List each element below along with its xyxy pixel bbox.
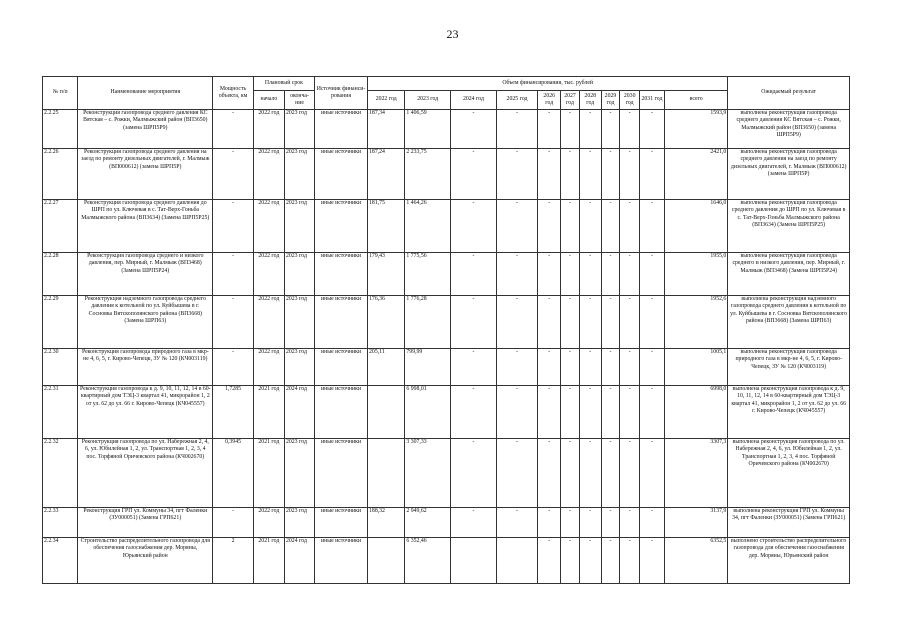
row-start: 2022 год	[253, 508, 284, 538]
row-year-value: -	[601, 110, 620, 149]
row-year-value: -	[561, 200, 580, 253]
row-year-value: -	[601, 253, 620, 296]
row-result: выполнена реконструкция газопровода среднего и низкого давления, пер. Мирный, г. Малмыж (ВП3468) (Замена ШРП5Р24)	[728, 253, 850, 296]
row-year-value: -	[579, 386, 601, 439]
row-year-value: 1 406,59	[405, 110, 451, 149]
row-source: иные источники	[315, 386, 368, 439]
row-num: 2.2.29	[43, 296, 78, 349]
header-year: 2026 год	[538, 91, 561, 110]
row-year-value: -	[496, 200, 538, 253]
row-capacity: -	[213, 149, 254, 200]
row-end: 2024 год	[284, 386, 314, 439]
row-year-value: -	[451, 349, 497, 386]
row-year-value: -	[579, 110, 601, 149]
row-year-value: -	[640, 508, 665, 538]
row-year-value: -	[496, 349, 538, 386]
row-year-value: 181,75	[368, 200, 405, 253]
row-year-value: -	[561, 349, 580, 386]
row-capacity: -	[213, 296, 254, 349]
row-year-value: -	[561, 253, 580, 296]
header-year: 2027 год	[561, 91, 580, 110]
row-capacity: -	[213, 349, 254, 386]
row-num: 2.2.30	[43, 349, 78, 386]
row-total: 6352,5	[664, 538, 727, 584]
row-year-value: 2 233,75	[405, 149, 451, 200]
row-name: Реконструкция газопровода среднего давления КС Вятская – с. Рожки, Малмыжский район (ВП3650) (замена ШРП5Р9)	[78, 110, 213, 149]
financing-table	[42, 76, 850, 584]
row-year-value: -	[620, 296, 640, 349]
row-year-value: -	[561, 296, 580, 349]
row-name: Реконструкция газопровода природного газа в мкр-не 4, 6, 5, г. Кирово-Чепецк, ЗУ № 120 (КЧ003119)	[78, 349, 213, 386]
row-total: 6998,0	[664, 386, 727, 439]
row-year-value: -	[538, 149, 561, 200]
row-year-value: -	[496, 296, 538, 349]
row-year-value: -	[640, 349, 665, 386]
header-total: всего	[664, 91, 727, 110]
row-end: 2023 год	[284, 149, 314, 200]
row-source: иные источники	[315, 253, 368, 296]
table-row	[43, 110, 850, 149]
row-result: выполнена реконструкция газопровода природного газа в мкр-не 4, 6, 5, г. Кирово-Чепецк, ЗУ № 120 (КЧ003119)	[728, 349, 850, 386]
row-end: 2023 год	[284, 508, 314, 538]
row-name: Реконструкция газопровода среднего и низкого давления, пер. Мирный, г. Малмыж (ВП3468) (Замена ШРП5Р24)	[78, 253, 213, 296]
row-year-value: -	[579, 296, 601, 349]
header-year: 2029 год	[601, 91, 620, 110]
header-start: начало	[253, 91, 284, 110]
row-year-value: 188,32	[368, 508, 405, 538]
row-year-value: -	[601, 349, 620, 386]
row-year-value: -	[561, 149, 580, 200]
row-year-value: -	[579, 149, 601, 200]
row-source: иные источники	[315, 110, 368, 149]
table-row	[43, 200, 850, 253]
row-start: 2022 год	[253, 253, 284, 296]
row-year-value: -	[451, 508, 497, 538]
row-year-value: -	[538, 296, 561, 349]
row-year-value: -	[538, 349, 561, 386]
row-capacity: -	[213, 200, 254, 253]
row-year-value: -	[496, 253, 538, 296]
row-year-value: 6 352,46	[405, 538, 451, 584]
row-year-value: -	[538, 538, 561, 584]
row-capacity: 2	[213, 538, 254, 584]
row-total: 1952,6	[664, 296, 727, 349]
row-start: 2022 год	[253, 110, 284, 149]
row-num: 2.2.26	[43, 149, 78, 200]
row-num: 2.2.33	[43, 508, 78, 538]
row-year-value: -	[496, 110, 538, 149]
row-result: выполнена реконструкция газопровода среднего давления на заезд по ремонту дизельных двигателей, г. Малмыж (ВП000612) (замена ШРП5Р)	[728, 149, 850, 200]
row-end: 2023 год	[284, 253, 314, 296]
row-name: Реконструкция газопровода среднего давления на заезд по ремонту дизельных двигателей, г. Малмыж (ВП000612) (замена ШРП5Р)	[78, 149, 213, 200]
row-year-value: -	[620, 386, 640, 439]
row-total: 3137,9	[664, 508, 727, 538]
row-year-value: -	[451, 200, 497, 253]
row-year-value: -	[601, 439, 620, 508]
row-start: 2022 год	[253, 349, 284, 386]
row-end: 2023 год	[284, 200, 314, 253]
row-year-value: -	[620, 110, 640, 149]
header-end: оконча-ние	[284, 91, 314, 110]
row-source: иные источники	[315, 296, 368, 349]
row-name: Строительство распределительного газопровода для обеспечения газоснабжения дер. Моряны, Юрьянский район	[78, 538, 213, 584]
row-capacity: -	[213, 253, 254, 296]
row-total: 3307,3	[664, 439, 727, 508]
row-year-value: -	[561, 110, 580, 149]
row-num: 2.2.25	[43, 110, 78, 149]
row-year-value	[368, 538, 405, 584]
table-row	[43, 149, 850, 200]
row-year-value	[368, 386, 405, 439]
row-year-value: 1 464,26	[405, 200, 451, 253]
row-year-value: 205,11	[368, 349, 405, 386]
row-year-value: -	[640, 200, 665, 253]
row-result: выполнена реконструкция газопровода по ул. Набережная 2, 4, 6, ул. Юбилейная 1, 2, ул. Транспортная 1, 2, 3, 4 пос. Торфяной Оричевского района (КЧ002670)	[728, 439, 850, 508]
row-year-value: 3 307,33	[405, 439, 451, 508]
row-result: выполнена реконструкция ГРП ул. Коммуны 34, пгт Фаленки (ЗУ000051) (Замена ГРП621)	[728, 508, 850, 538]
row-year-value: -	[620, 200, 640, 253]
row-year-value: -	[451, 253, 497, 296]
row-result: выполнена реконструкция газопровода среднего давления КС Вятская – с. Рожки, Малмыжский район (ВП3650) (замена ШРП5Р9)	[728, 110, 850, 149]
row-year-value: -	[640, 149, 665, 200]
row-year-value: -	[620, 508, 640, 538]
row-num: 2.2.34	[43, 538, 78, 584]
header-year: 2028 год	[579, 91, 601, 110]
row-end: 2023 год	[284, 349, 314, 386]
row-end: 2023 год	[284, 296, 314, 349]
table-row	[43, 296, 850, 349]
row-end: 2023 год	[284, 110, 314, 149]
header-source: Источник финанси-рования	[315, 77, 368, 110]
row-year-value: 6 998,01	[405, 386, 451, 439]
row-year-value: -	[496, 508, 538, 538]
row-year-value: -	[579, 439, 601, 508]
row-year-value: -	[538, 508, 561, 538]
row-year-value: -	[579, 508, 601, 538]
row-name: Реконструкция газопровода к д. 9, 10, 11, 12, 14 в 60-квартирный дом ТЭЦ-3 квартал 41, микрорайон 1, 2 от ул. 62 до ул. 66 г. Кирово-Чепецк (КЧ045557)	[78, 386, 213, 439]
row-source: иные источники	[315, 200, 368, 253]
row-result: выполнена реконструкция газопровода среднего давления до ШРП по ул. Ключевая в с. Тат-Верх-Гоньба Малмыжского района (ВП3634) (Замена ШРП5Р25)	[728, 200, 850, 253]
header-financing: Объем финансирования, тыс. рублей	[368, 77, 728, 91]
header-year: 2025 год	[496, 91, 538, 110]
row-year-value: -	[579, 538, 601, 584]
row-year-value: 799,99	[405, 349, 451, 386]
row-start: 2021 год	[253, 386, 284, 439]
header-num: № п/п	[43, 77, 78, 110]
row-year-value: -	[561, 386, 580, 439]
row-source: иные источники	[315, 149, 368, 200]
row-year-value: -	[496, 439, 538, 508]
table-row	[43, 386, 850, 439]
header-year: 2031 год	[640, 91, 665, 110]
row-source: иные источники	[315, 439, 368, 508]
row-total: 1955,0	[664, 253, 727, 296]
table-row	[43, 439, 850, 508]
row-capacity: -	[213, 508, 254, 538]
row-name: Реконструкция ГРП ул. Коммуны 34, пгт Фаленки (ЗУ000051) (Замена ГРП621)	[78, 508, 213, 538]
row-year-value: -	[640, 110, 665, 149]
row-year-value: -	[640, 253, 665, 296]
row-year-value: 176,36	[368, 296, 405, 349]
row-total: 1005,1	[664, 349, 727, 386]
row-name: Реконструкция надземного газопровода среднего давления к котельной по ул. Куйбышева в г. Сосновка Вятскополянского района (ВП3668) (Замена ШРП63)	[78, 296, 213, 349]
row-year-value: -	[640, 439, 665, 508]
row-total: 1646,0	[664, 200, 727, 253]
row-capacity: 0,3945	[213, 439, 254, 508]
row-capacity: 1,7285	[213, 386, 254, 439]
row-result: выполнена реконструкция газопровода к д. 9, 10, 11, 12, 14 в 60-квартирный дом ТЭЦ-3 квартал 41, микрорайон 1, 2 от ул. 62 до ул. 66 г. Кирово-Чепецк (КЧ045557)	[728, 386, 850, 439]
row-start: 2021 год	[253, 439, 284, 508]
table-row	[43, 349, 850, 386]
row-year-value: -	[538, 200, 561, 253]
row-year-value: -	[579, 253, 601, 296]
row-year-value: -	[561, 439, 580, 508]
row-year-value: -	[620, 538, 640, 584]
header-year: 2030 год	[620, 91, 640, 110]
header-year: 2022 год	[368, 91, 405, 110]
header-result: Ожидаемый результат	[728, 77, 850, 110]
row-name: Реконструкция газопровода среднего давления до ШРП по ул. Ключевая в с. Тат-Верх-Гоньба Малмыжского района (ВП3634) (Замена ШРП5Р25)	[78, 200, 213, 253]
header-year: 2023 год	[405, 91, 451, 110]
row-end: 2024 год	[284, 538, 314, 584]
row-source: иные источники	[315, 349, 368, 386]
table-row	[43, 253, 850, 296]
row-year-value: -	[640, 386, 665, 439]
row-year-value	[368, 439, 405, 508]
row-year-value: -	[620, 149, 640, 200]
row-num: 2.2.32	[43, 439, 78, 508]
row-year-value: 1 776,28	[405, 296, 451, 349]
row-year-value: -	[538, 253, 561, 296]
row-year-value: -	[620, 349, 640, 386]
row-name: Реконструкция газопровода по ул. Набережная 2, 4, 6, ул. Юбилейная 1, 2, ул. Транспортная 1, 2, 3, 4 пос. Торфяной Оричевского района (КЧ002670)	[78, 439, 213, 508]
row-year-value: -	[451, 439, 497, 508]
row-year-value: -	[601, 149, 620, 200]
row-end: 2023 год	[284, 439, 314, 508]
row-year-value: 2 949,62	[405, 508, 451, 538]
row-start: 2022 год	[253, 149, 284, 200]
row-year-value: 179,43	[368, 253, 405, 296]
row-year-value: -	[451, 296, 497, 349]
row-year-value: -	[601, 200, 620, 253]
row-year-value: -	[561, 538, 580, 584]
row-total: 1593,9	[664, 110, 727, 149]
header-period: Плановый срок	[253, 77, 314, 91]
row-year-value: -	[538, 439, 561, 508]
row-year-value: -	[601, 386, 620, 439]
row-source: иные источники	[315, 508, 368, 538]
row-result: выполнено строительство распределительного газопровода для обеспечения газоснабжения дер. Моряны, Юрьянский район	[728, 538, 850, 584]
row-year-value: -	[538, 386, 561, 439]
row-year-value: -	[579, 349, 601, 386]
row-year-value: 1 775,56	[405, 253, 451, 296]
row-num: 2.2.28	[43, 253, 78, 296]
row-start: 2022 год	[253, 296, 284, 349]
row-year-value: -	[601, 508, 620, 538]
row-year-value	[451, 538, 497, 584]
header-name: Наименование мероприятия	[78, 77, 213, 110]
row-year-value: 187,34	[368, 110, 405, 149]
row-source: иные источники	[315, 538, 368, 584]
table-row	[43, 538, 850, 584]
row-year-value: -	[538, 110, 561, 149]
row-year-value: -	[451, 149, 497, 200]
row-year-value: -	[496, 149, 538, 200]
header-capacity: Мощность объекта, км	[213, 77, 254, 110]
row-year-value: 187,24	[368, 149, 405, 200]
table-row	[43, 508, 850, 538]
row-year-value: -	[561, 508, 580, 538]
row-year-value: -	[451, 110, 497, 149]
row-year-value: -	[496, 386, 538, 439]
row-year-value: -	[620, 253, 640, 296]
row-num: 2.2.31	[43, 386, 78, 439]
row-capacity: -	[213, 110, 254, 149]
row-total: 2421,0	[664, 149, 727, 200]
row-year-value: -	[640, 538, 665, 584]
row-year-value: -	[640, 296, 665, 349]
row-year-value	[496, 538, 538, 584]
row-year-value: -	[451, 386, 497, 439]
row-start: 2022 год	[253, 200, 284, 253]
row-result: выполнена реконструкция надземного газопровода среднего давления к котельной по ул. Куйбышева в г. Сосновка Вятскополянского района (ВП3668) (Замена ШРП63)	[728, 296, 850, 349]
row-year-value: -	[579, 200, 601, 253]
header-year: 2024 год	[451, 91, 497, 110]
row-year-value: -	[601, 296, 620, 349]
row-year-value: -	[620, 439, 640, 508]
row-year-value: -	[601, 538, 620, 584]
page-number: 23	[446, 27, 459, 41]
row-num: 2.2.27	[43, 200, 78, 253]
row-start: 2021 год	[253, 538, 284, 584]
